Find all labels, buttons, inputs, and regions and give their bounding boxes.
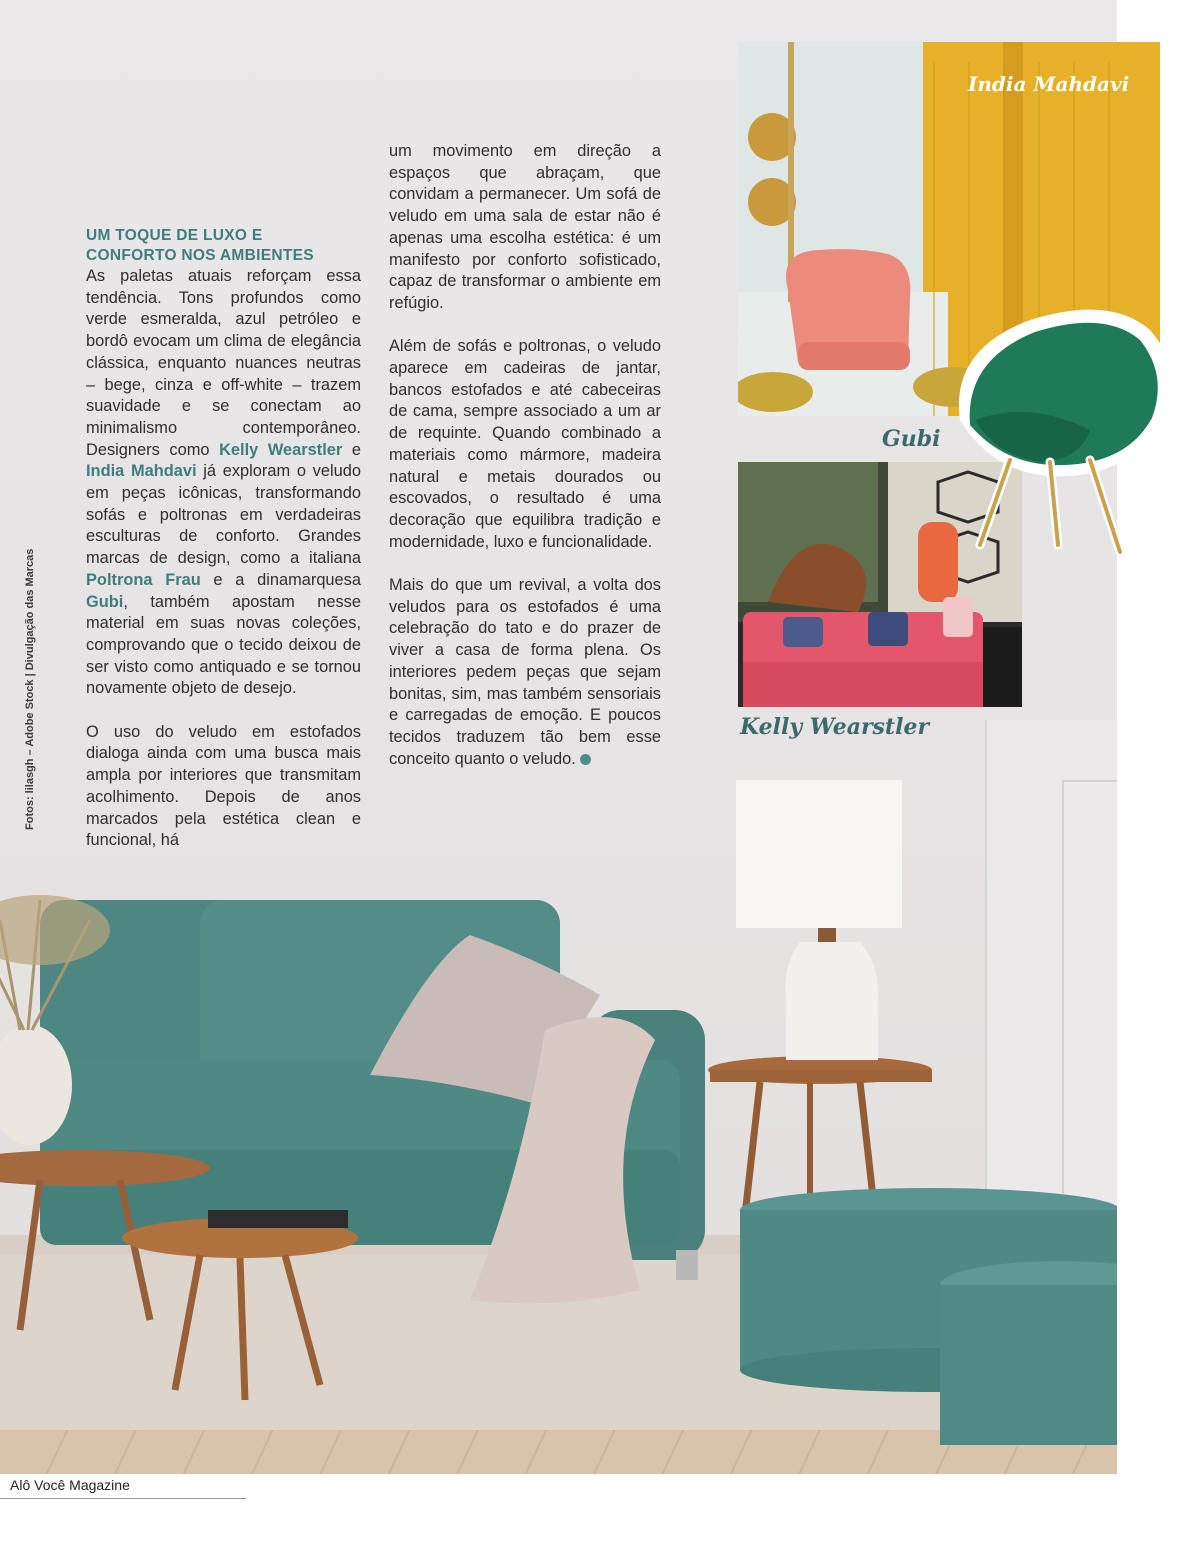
paragraph-1-text-a: As paletas atuais reforçam essa tendência. Tons profundos como verde esmeralda, azul petróleo e bordô evocam um clima de elegância clássica, enquanto nuances neutras – bege, cinza e off-white – trazem suavidade e se conectam ao minimalismo contemporâneo. Designers como xyxy=(86,267,361,459)
caption-kelly-wearstler: Kelly Wearstler xyxy=(740,714,930,740)
caption-gubi: Gubi xyxy=(882,426,941,452)
paragraph-1-text-c: já exploram o veludo em peças icônicas, transformando sofás e poltronas em verdadeiras esculturas de conforto. Grandes marcas de design, como a italiana xyxy=(86,462,361,568)
highlight-poltrona-frau: Poltrona Frau xyxy=(86,570,201,589)
section-heading xyxy=(86,226,361,266)
highlight-india-mahdavi: India Mahdavi xyxy=(86,462,197,481)
article-column-1 xyxy=(86,226,361,874)
paragraph-5 xyxy=(389,575,661,770)
gubi-chair-cutout xyxy=(940,290,1190,560)
heading-line-1: UM TOQUE DE LUXO E xyxy=(86,227,263,244)
photo-credit xyxy=(24,520,40,830)
paragraph-1-text-e: , também apostam nesse material em suas novas coleções, comprovando que o tecido deixou de ser visto como antiquado e se tornou novamente objeto de desejo. xyxy=(86,592,361,698)
photo-credit-text: Fotos: lilasgh – Adobe Stock | Divulgação das Marcas xyxy=(24,548,36,830)
highlight-kelly-wearstler: Kelly Wearstler xyxy=(219,440,343,459)
paragraph-5-text: Mais do que um revival, a volta dos veludos para os estofados é uma celebração do tato e do prazer de viver a casa de forma plena. Os interiores pedem peças que sejam bonitas, sim, mas também sensoriais e carregadas de emoção. E poucos tecidos traduzem tão bem esse conceito quanto o veludo. xyxy=(389,576,661,768)
heading-line-2: CONFORTO NOS AMBIENTES xyxy=(86,247,314,264)
paragraph-3: um movimento em direção a espaços que abraçam, que convidam a permanecer. Um sofá de veludo em uma sala de estar não é apenas uma escolha estética: é um manifesto por conforto sofisticado, capaz de transformar o ambiente em refúgio. xyxy=(389,142,661,312)
paragraph-1-text-b: e xyxy=(342,440,362,459)
paragraph-4: Além de sofás e poltronas, o veludo aparece em cadeiras de jantar, bancos estofados e até cabeceiras de cama, sempre associado a um ar de requinte. Quando combinado a materiais como mármore, madeira natural e metais dourados ou escovados, o resultado é uma decoração que equilibra tradição e modernidade, luxo e funcionalidade. xyxy=(389,337,661,551)
footer-rule xyxy=(0,1498,246,1499)
paragraph-1 xyxy=(86,266,361,700)
highlight-gubi: Gubi xyxy=(86,592,124,611)
article-column-2 xyxy=(389,141,661,792)
paragraph-2: O uso do veludo em estofados dialoga ainda com uma busca mais ampla por interiores que transmitam acolhimento. Depois de anos marcados pela estética clean e funcional, há xyxy=(86,722,361,850)
caption-india-mahdavi: India Mahdavi xyxy=(968,72,1130,96)
paragraph-1-text-d: e a dinamarquesa xyxy=(200,570,361,589)
end-mark-dot xyxy=(580,754,591,765)
magazine-footer: Alô Você Magazine xyxy=(10,1477,130,1493)
